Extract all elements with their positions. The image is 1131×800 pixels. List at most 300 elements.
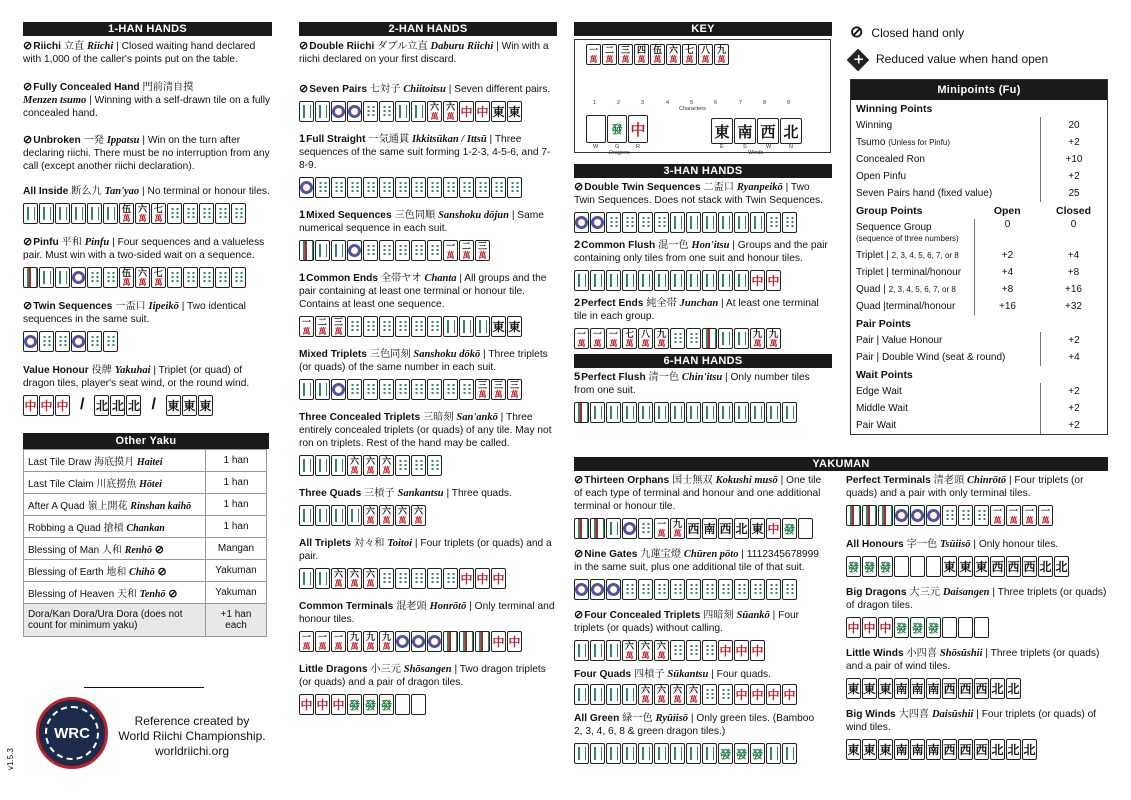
tile-circle [411,631,426,652]
tile-character-9: 九 萬 [654,328,669,349]
key-index: 1 [593,100,597,106]
tile-bamboo-1 [878,505,893,526]
tile-pin [363,379,378,400]
tile-character-1: 一 萬 [299,316,314,337]
tile-character-5: 伍 萬 [119,267,134,288]
yakuman-section [574,457,1108,764]
tile-bamboo [606,640,621,661]
tile-white-dragon [974,617,989,638]
tile-red-dragon: 中 [718,640,733,661]
tile-pin [363,101,378,122]
tile-row-yakuhai [23,393,272,416]
tile-bamboo [766,743,781,764]
tile-red-dragon: 中 [475,568,490,589]
tile-circle [395,631,410,652]
section-header-other: Other Yaku [23,433,269,449]
tile-east-wind: 東 [750,518,765,539]
tile-west-wind: 西 [958,739,973,760]
tile-bamboo [71,203,86,224]
tile-pin [331,177,346,198]
tile-character-6: 六 萬 [363,568,378,589]
tile-character-6: 六 萬 [331,568,346,589]
tile-bamboo [606,402,621,423]
tile-character-1: 一 萬 [606,328,621,349]
other-yaku-table [23,433,269,637]
tile-bamboo [766,402,781,423]
tile-bamboo [87,203,102,224]
tile-row-sanankou [299,453,557,476]
table-row: Concealed Ron +10 [851,151,1107,168]
credit-line: World Riichi Championship. [118,729,266,743]
tile-red-dragon: 中 [846,617,861,638]
tile-pin [670,579,685,600]
yaku-ippatsu: ⊘Unbroken 一発 Ippatsu | Win on the turn after declaring riichi. There must be no interruption from any call (except another riichi declaration). [23,134,270,172]
tile-red-dragon: 中 [862,617,877,638]
tile-bamboo-1 [862,505,877,526]
tile-west-wind: 西 [990,556,1005,577]
tile-row-tsuiiso [846,554,1108,577]
key-index: E [720,144,724,150]
tile-bamboo [702,270,717,291]
tile-bamboo [782,402,797,423]
tile-pin [670,640,685,661]
tile-bamboo [750,402,765,423]
tile-pin [231,203,246,224]
tile-character-6: 六 萬 [395,505,410,526]
tile-red-dragon: 中 [628,115,648,143]
section-header-6han: 6-HAN HANDS [574,354,832,368]
tile-character-7: 七 萬 [151,267,166,288]
tile-south-wind: 南 [926,739,941,760]
closed-only-icon: ⊘ [574,474,584,486]
key-winds [711,118,803,144]
key-characters [586,44,730,65]
key-index: 3 [641,100,645,106]
tile-character-5: 伍 萬 [119,203,134,224]
tile-pin [782,579,797,600]
footer-credit [117,714,267,759]
tile-pin [654,212,669,233]
tile-character-1: 一 萬 [1006,505,1021,526]
column-2han [299,22,557,715]
tile-character-3: 三 萬 [475,240,490,261]
reduced-value-icon: ✕ [847,49,870,72]
tile-bamboo [299,568,314,589]
tile-row-chuuren [574,577,824,600]
tile-north-wind: 北 [126,395,141,416]
tile-bamboo-1 [459,631,474,652]
tile-green-dragon: 發 [363,694,378,715]
tile-bamboo [638,743,653,764]
tile-bamboo [315,455,330,476]
tile-bamboo [23,203,38,224]
tile-bamboo [459,316,474,337]
tile-pin [443,568,458,589]
tile-red-dragon: 中 [734,684,749,705]
key-index: 7 [739,100,743,106]
fu-table [850,79,1108,435]
tile-red-dragon: 中 [39,395,54,416]
tile-red-dragon: 中 [475,101,490,122]
tile-character-6: 六 萬 [347,568,362,589]
tile-row-sankantsu [299,503,557,526]
other-yaku-grid [23,449,267,637]
tile-north-wind: 北 [990,739,1005,760]
tile-bamboo [638,270,653,291]
tile-character-1: 一 萬 [443,240,458,261]
tile-pin [974,505,989,526]
fu-subheader: Wait Points [856,368,913,381]
tile-pin [654,579,669,600]
tile-pin [670,328,685,349]
tile-key [574,39,831,156]
tile-pin [379,379,394,400]
tile-pin [395,379,410,400]
tile-circle [331,101,346,122]
closed-only-icon: ⊘ [299,40,309,52]
tile-pin [411,455,426,476]
tile-character-1: 一 萬 [990,505,1005,526]
wrc-logo [36,697,108,769]
tile-row-junchan [574,326,832,349]
tile-pin [427,177,442,198]
yaku-double-riichi: ⊘Double Riichi ダブル立直 Daburu Riichi | Win with a riichi declared on your first discard. [299,40,549,65]
table-row: Quad | 2, 3, 4, 5, 6, 7, or 8 +8 +16 [851,281,1107,298]
tile-west-wind: 西 [757,118,779,144]
tile-character-1: 一 萬 [1038,505,1053,526]
section-header-yakuman: YAKUMAN [574,457,1108,471]
tile-white-dragon [395,694,410,715]
closed-only-icon: ⊘ [574,609,584,621]
tile-circle [606,579,621,600]
tile-pin [459,379,474,400]
yaku-chanta: 1Common Ends 全帯ヤオ Chanta | All groups and the pair containing at least one terminal or honour tile. Contains at least one sequence. [299,272,547,310]
section-header-fu: Minipoints (Fu) [851,80,1107,100]
fu-subheader: Winning Points [856,102,933,115]
tile-pin [395,568,410,589]
tile-character-6: 六 萬 [670,684,685,705]
tile-circle [622,518,637,539]
tile-red-dragon: 中 [766,518,781,539]
tile-character-3: 三 萬 [491,379,506,400]
tile-pin [411,379,426,400]
tile-circle [23,331,38,352]
tile-character-6: 六 萬 [411,505,426,526]
tile-red-dragon: 中 [878,617,893,638]
tile-east-wind: 東 [166,395,181,416]
tile-circle [910,505,925,526]
tile-character-6: 六 萬 [379,505,394,526]
tile-row-tanyao [23,201,272,224]
tile-character-3: 三 萬 [331,316,346,337]
column-fu [850,22,1108,435]
tile-west-wind: 西 [942,739,957,760]
closed-only-icon: ⊘ [168,588,178,600]
tile-pin [702,684,717,705]
tile-bamboo [331,505,346,526]
tile-bamboo [395,101,410,122]
tile-pin [167,267,182,288]
tile-row-doukou [299,377,557,400]
table-row: Quad |terminal/honour +16 +32 [851,298,1107,315]
tile-west-wind: 西 [942,678,957,699]
tile-green-dragon: 發 [347,694,362,715]
tile-bamboo [734,402,749,423]
tile-bamboo [606,270,621,291]
tile-character-1: 一 萬 [331,631,346,652]
tile-bamboo [654,402,669,423]
tile-pin [491,177,506,198]
tile-pin [411,177,426,198]
closed-only-icon: ⊘ [850,24,864,41]
tile-row-suukantsu [574,682,824,705]
yaku-shosushi: Little Winds 小四喜 Shōsūshii | Three triplets (or quads) and a pair of wind tiles. [846,648,1100,672]
tile-character-6: 六 萬 [347,455,362,476]
tile-bamboo [574,743,589,764]
tile-pin [427,455,442,476]
yakuman-right [846,474,1108,764]
tile-north-wind: 北 [1038,556,1053,577]
yaku-menzen: ⊘Fully Concealed Hand 門前清自摸 Menzen tsumo | Winning with a self-drawn tile on a fully concealed hand. [23,81,271,119]
yaku-ryuuiisou: All Green 緑一色 Ryūiisō | Only green tiles. (Bamboo 2, 3, 4, 6, 8 & green dragon tiles.) [574,713,815,737]
tile-pin [718,684,733,705]
tile-east-wind: 東 [878,678,893,699]
tile-white-dragon [586,115,606,143]
tile-red-dragon: 中 [459,568,474,589]
tile-bamboo-1 [475,631,490,652]
tile-green-dragon: 發 [894,617,909,638]
tile-north-wind: 北 [780,118,802,144]
tile-character-6: 六 萬 [686,684,701,705]
tile-red-dragon: 中 [55,395,70,416]
tile-circle [574,579,589,600]
key-winds-label: Winds [748,150,764,156]
tile-bamboo [411,101,426,122]
tile-character-3: 三 萬 [618,44,633,65]
tile-character-6: 六 萬 [135,267,150,288]
tile-pin [379,101,394,122]
tile-character-3: 三 萬 [475,379,490,400]
tile-pin [622,579,637,600]
tile-row-ryanpeiko [574,210,832,233]
tile-white-dragon [926,556,941,577]
tile-pin [395,316,410,337]
tile-bamboo [750,212,765,233]
tile-pin [395,455,410,476]
tile-pin [231,267,246,288]
yaku-daisushi: Big Winds 大四喜 Daisūshii | Four triplets (or quads) of wind tiles. [846,709,1097,733]
table-row: Seven Pairs hand (fixed value) 25 [851,185,1107,202]
tile-character-9: 九 萬 [363,631,378,652]
tile-pin [379,316,394,337]
tile-bamboo [670,212,685,233]
tile-pin [167,203,182,224]
tile-east-wind: 東 [507,316,522,337]
tile-character-2: 二 萬 [602,44,617,65]
tile-pin [958,505,973,526]
separator: / [80,395,85,413]
tile-red-dragon: 中 [750,684,765,705]
section-header-3han: 3-HAN HANDS [574,164,832,178]
yaku-sanankou: Three Concealed Triplets 三暗刻 San'ankō | Three entirely concealed triplets (or quads) of any tile. May not ron on triplets. Rest of the hand may be called. [299,412,552,449]
tile-bamboo [55,203,70,224]
tile-pin [411,568,426,589]
tile-bamboo-9 [606,518,621,539]
tile-pin [638,212,653,233]
tile-bamboo [331,455,346,476]
tile-pin [395,177,410,198]
tile-character-9: 九 萬 [379,631,394,652]
tile-row-shosushi [846,676,1108,699]
key-index: S [743,144,747,150]
tile-bamboo-1 [299,240,314,261]
tile-bamboo [686,212,701,233]
tile-row-honroto [299,629,557,652]
tile-north-wind: 北 [1054,556,1069,577]
tile-east-wind: 東 [846,739,861,760]
separator: / [151,395,156,413]
tile-pin [686,579,701,600]
tile-bamboo [734,212,749,233]
tile-pin [215,267,230,288]
tile-white-dragon [910,556,925,577]
tile-white-dragon [942,617,957,638]
tile-west-wind: 西 [974,678,989,699]
yaku-kokushi: ⊘Thirteen Orphans 国士無双 Kokushi musō | One tile of each type of terminal and honour and one additional terminal or honour tile. [574,474,822,512]
tile-pin [443,177,458,198]
tile-north-wind: 北 [990,678,1005,699]
fu-subheader: Group Points Open Closed [856,204,1091,217]
tile-row-kokushi [574,516,824,539]
table-row: Blessing of Man 人和 Renhō ⊘ Mangan [24,538,267,560]
key-index: W [593,144,599,150]
tile-red-dragon: 中 [315,694,330,715]
tile-row-sanshoku [299,238,557,261]
key-index: 2 [617,100,621,106]
tile-row-honitsu [574,268,832,291]
tile-east-wind: 東 [862,678,877,699]
tile-row-suuankou [574,638,824,661]
tile-north-wind: 北 [94,395,109,416]
tile-row-daisangen [846,615,1108,638]
tile-pin [686,328,701,349]
yaku-suukantsu: Four Quads 四槓子 Sūkantsu | Four quads. [574,669,771,680]
yaku-sanshoku: 1Mixed Sequences 三色同順 Sanshoku dōjun | Same numerical sequence in each suit. [299,209,544,234]
tile-west-wind: 西 [718,518,733,539]
table-row-dora: Dora/Kan Dora/Ura Dora (does not count for minimum yaku) +1 han each [24,604,267,637]
tile-circle [299,177,314,198]
tile-bamboo [331,240,346,261]
tile-red-dragon: 中 [766,270,781,291]
tile-character-6: 六 萬 [638,640,653,661]
tile-character-9: 九 萬 [766,328,781,349]
tile-bamboo [670,402,685,423]
tile-row-chiitoitsu [299,99,557,122]
tile-character-1: 一 萬 [1022,505,1037,526]
section-header-key: KEY [574,22,832,36]
tile-bamboo [299,379,314,400]
tile-pin [427,240,442,261]
tile-pin [199,267,214,288]
key-dragons-label: Dragons [609,150,630,156]
tile-bamboo [590,743,605,764]
yaku-ittsu: 1Full Straight 一気通貫 Ikkitsūkan / Ittsū | Three sequences of the same suit forming 1-2-3, 4-5-6, and 7-8-9. [299,133,551,171]
yaku-junchan: 2Perfect Ends 純全帯 Junchan | At least one terminal tile in each group. [574,297,819,322]
yaku-chinitsu: 5Perfect Flush 清一色 Chin'itsu | Only number tiles from one suit. [574,371,810,396]
tile-row-ittsu [299,175,557,198]
yaku-doukou: Mixed Triplets 三色同刻 Sanshoku dōkō | Three triplets (or quads) of the same number in each suit. [299,349,548,373]
tile-character-9: 九 萬 [347,631,362,652]
tile-row-iipeiko [23,329,272,352]
tile-circle [331,379,346,400]
tile-pin [347,177,362,198]
tile-row-shosangen [299,692,557,715]
tile-character-6: 六 萬 [427,101,442,122]
table-row: Triplet | terminal/honour +4 +8 [851,264,1107,281]
tile-south-wind: 南 [734,118,756,144]
tile-green-dragon: 發 [878,556,893,577]
tile-pin [427,568,442,589]
tile-south-wind: 南 [894,678,909,699]
tile-pin [379,568,394,589]
tile-west-wind: 西 [686,518,701,539]
closed-only-icon: ⊘ [23,236,33,248]
key-index: 4 [666,100,670,106]
tile-pin [363,177,378,198]
table-row: Winning 20 [851,117,1107,134]
closed-only-icon: ⊘ [23,134,33,146]
closed-only-icon: ⊘ [157,566,167,578]
closed-only-icon: ⊘ [23,300,33,312]
table-row: Last Tile Claim 川底撈魚 Hōtei 1 han [24,472,267,494]
tile-bamboo [315,505,330,526]
section-header-1han: 1-HAN HANDS [23,22,272,36]
tile-pin [379,177,394,198]
tile-north-wind: 北 [734,518,749,539]
tile-character-1: 一 萬 [299,631,314,652]
yaku-honitsu: 2Common Flush 混一色 Hon'itsu | Groups and the pair containing only tiles from one suit and honour tiles. [574,239,828,264]
tile-character-6: 六 萬 [654,684,669,705]
tile-pin [363,240,378,261]
tile-pin [199,203,214,224]
tile-white-dragon [958,617,973,638]
closed-only-icon: ⊘ [154,544,164,556]
tile-east-wind: 東 [491,316,506,337]
tile-red-dragon: 中 [750,640,765,661]
tile-bamboo [622,270,637,291]
yaku-pinfu: ⊘Pinfu 平和 Pinfu | Four sequences and a valueless pair. Must win with a two-sided wait on a sequence. [23,236,265,261]
tile-character-1: 一 萬 [590,328,605,349]
yaku-sankantsu: Three Quads 三槓子 Sankantsu | Three quads. [299,488,512,499]
tile-pin [379,240,394,261]
tile-red-dragon: 中 [750,270,765,291]
tile-pin [702,579,717,600]
tile-bamboo [622,402,637,423]
tile-bamboo [782,743,797,764]
tile-bamboo [347,505,362,526]
tile-south-wind: 南 [702,518,717,539]
table-row: Tsumo (Unless for Pinfu) +2 [851,134,1107,151]
tile-green-dragon: 發 [846,556,861,577]
yaku-riichi: ⊘Riichi 立直 Riichi | Closed waiting hand declared with 1,000 of the caller's points put on the table. [23,40,256,65]
tile-bamboo-1 [590,518,605,539]
tile-character-2: 二 萬 [315,316,330,337]
tile-character-1: 一 萬 [315,631,330,652]
tile-east-wind: 東 [942,556,957,577]
tile-bamboo [574,684,589,705]
key-index: W [766,144,772,150]
tile-pin [347,316,362,337]
